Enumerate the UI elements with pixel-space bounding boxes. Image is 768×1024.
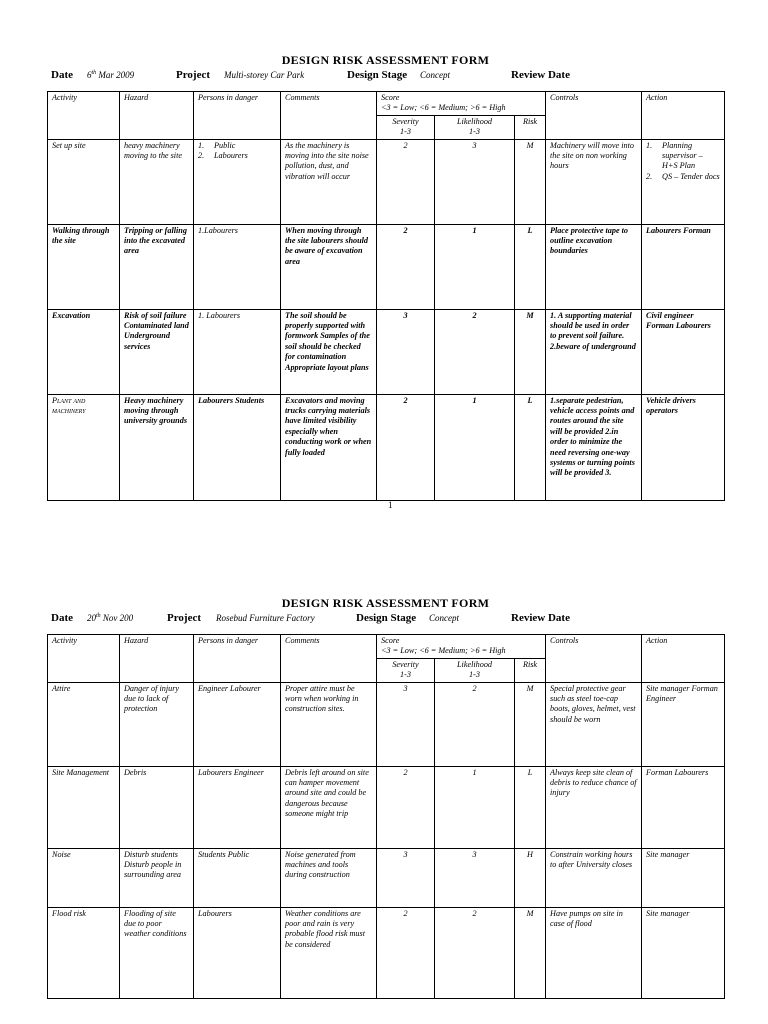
cell-likelihood: 3 — [435, 848, 515, 907]
cell-controls: Machinery will move into the site on non working hours — [546, 139, 642, 224]
header-activity: Activity — [48, 92, 120, 140]
cell-comments: Proper attire must be worn when working in construction sites. — [281, 682, 377, 766]
cell-hazard: Tripping or falling into the excavated area — [120, 224, 194, 309]
cell-severity: 2 — [377, 139, 435, 224]
cell-activity: Excavation — [48, 309, 120, 394]
cell-risk: M — [515, 139, 546, 224]
cell-comments: As the machinery is moving into the site noise pollution, dust, and vibration will occur — [281, 139, 377, 224]
score-legend: <3 = Low; <6 = Medium; >6 = High — [381, 646, 506, 656]
header-action: Action — [642, 92, 725, 140]
cell-risk: M — [515, 309, 546, 394]
cell-activity: Site Management — [48, 766, 120, 848]
header-comments: Comments — [281, 92, 377, 140]
review-date-label: Review Date — [511, 612, 570, 624]
cell-risk: L — [515, 224, 546, 309]
header-score: Score <3 = Low; <6 = Medium; >6 = High — [377, 92, 546, 116]
cell-controls: 1.separate pedestrian, vehicle access points and routes around the site will be provided 2.in order to minimize the need reversing one-way systems or turning points will be provided 3. — [546, 394, 642, 500]
cell-controls: 1. A supporting material should be used in order to prevent soil failure. 2.beware of underground — [546, 309, 642, 394]
header-activity: Activity — [48, 635, 120, 683]
cell-comments: Debris left around on site can hamper movement around site and could be dangerous because someone might trip — [281, 766, 377, 848]
header-risk: Risk — [515, 658, 546, 682]
cell-hazard: heavy machinery moving to the site — [120, 139, 194, 224]
risk-form-2 — [47, 596, 724, 999]
header-risk: Risk — [515, 115, 546, 139]
cell-activity: Flood risk — [48, 907, 120, 998]
cell-activity: Attire — [48, 682, 120, 766]
header-severity: Severity 1-3 — [377, 658, 435, 682]
cell-likelihood: 1 — [435, 394, 515, 500]
cell-activity: Walking through the site — [48, 224, 120, 309]
cell-persons: Engineer Labourer — [194, 682, 281, 766]
risk-form-1 — [47, 53, 724, 501]
cell-comments: Weather conditions are poor and rain is very probable flood risk must be considered — [281, 907, 377, 998]
cell-action: Labourers Forman — [642, 224, 725, 309]
score-legend: <3 = Low; <6 = Medium; >6 = High — [381, 103, 506, 113]
cell-likelihood: 3 — [435, 139, 515, 224]
cell-hazard: Flooding of site due to poor weather conditions — [120, 907, 194, 998]
date-value: 20th Nov 200 — [87, 613, 134, 623]
form-meta — [47, 612, 724, 628]
cell-persons: 1. Public 2. Labourers — [194, 139, 281, 224]
cell-likelihood: 2 — [435, 682, 515, 766]
cell-severity: 3 — [377, 848, 435, 907]
project-label: Project — [176, 69, 210, 81]
cell-action: Civil engineer Forman Labourers — [642, 309, 725, 394]
cell-activity: Noise — [48, 848, 120, 907]
header-likelihood: Likelihood 1-3 — [435, 115, 515, 139]
cell-severity: 3 — [377, 309, 435, 394]
cell-likelihood: 2 — [435, 907, 515, 998]
date-label: Date — [51, 612, 73, 624]
design-stage-label: Design Stage — [356, 612, 417, 624]
cell-likelihood: 1 — [435, 224, 515, 309]
header-severity: Severity 1-3 — [377, 115, 435, 139]
cell-hazard: Danger of injury due to lack of protection — [120, 682, 194, 766]
cell-likelihood: 2 — [435, 309, 515, 394]
header-score: Score <3 = Low; <6 = Medium; >6 = High — [377, 635, 546, 659]
cell-hazard: Heavy machinery moving through university grounds — [120, 394, 194, 500]
project-label: Project — [167, 612, 201, 624]
cell-severity: 2 — [377, 766, 435, 848]
design-stage-value: Concept — [420, 70, 450, 80]
cell-action: Site manager Forman Engineer — [642, 682, 725, 766]
cell-risk: H — [515, 848, 546, 907]
cell-action: Site manager — [642, 907, 725, 998]
header-hazard: Hazard — [120, 92, 194, 140]
cell-hazard: Risk of soil failure Contaminated land Underground services — [120, 309, 194, 394]
page-number: 1 — [388, 500, 393, 510]
cell-severity: 2 — [377, 907, 435, 998]
cell-persons: Labourers Students — [194, 394, 281, 500]
cell-comments: Excavators and moving trucks carrying materials have limited visibility especially when conducting work or when fully loaded — [281, 394, 377, 500]
cell-hazard: Disturb students Disturb people in surrounding area — [120, 848, 194, 907]
design-stage-value: Concept — [429, 613, 459, 623]
project-value: Rosebud Furniture Factory — [216, 613, 315, 623]
cell-hazard: Debris — [120, 766, 194, 848]
cell-risk: L — [515, 394, 546, 500]
cell-persons: Labourers — [194, 907, 281, 998]
cell-risk: M — [515, 682, 546, 766]
risk-table — [47, 634, 725, 999]
cell-controls: Have pumps on site in case of flood — [546, 907, 642, 998]
header-controls: Controls — [546, 635, 642, 683]
cell-comments: Noise generated from machines and tools during construction — [281, 848, 377, 907]
date-value: 6th Mar 2009 — [87, 70, 135, 80]
date-label: Date — [51, 69, 73, 81]
cell-action: 1. Planning supervisor – H+S Plan 2. QS – Tender docs — [642, 139, 725, 224]
cell-comments: The soil should be properly supported with formwork Samples of the soil should be checked for contamination Appropriate layout plans — [281, 309, 377, 394]
cell-severity: 2 — [377, 224, 435, 309]
header-persons: Persons in danger — [194, 92, 281, 140]
header-likelihood: Likelihood 1-3 — [435, 658, 515, 682]
cell-activity: Set up site — [48, 139, 120, 224]
header-persons: Persons in danger — [194, 635, 281, 683]
header-action: Action — [642, 635, 725, 683]
cell-persons: Students Public — [194, 848, 281, 907]
cell-action: Forman Labourers — [642, 766, 725, 848]
cell-severity: 2 — [377, 394, 435, 500]
review-date-label: Review Date — [511, 69, 570, 81]
form-meta — [47, 69, 724, 85]
cell-severity: 3 — [377, 682, 435, 766]
cell-persons: 1.Labourers — [194, 224, 281, 309]
cell-comments: When moving through the site labourers should be aware of excavation area — [281, 224, 377, 309]
cell-controls: Special protective gear such as steel toe-cap boots, gloves, helmet, vest should be worn — [546, 682, 642, 766]
form-title: DESIGN RISK ASSESSMENT FORM — [281, 596, 490, 610]
header-hazard: Hazard — [120, 635, 194, 683]
risk-table — [47, 91, 725, 501]
project-value: Multi-storey Car Park — [224, 70, 305, 80]
cell-persons: 1. Labourers — [194, 309, 281, 394]
header-controls: Controls — [546, 92, 642, 140]
cell-activity: Plant and machinery — [48, 394, 120, 500]
cell-risk: M — [515, 907, 546, 998]
cell-risk: L — [515, 766, 546, 848]
cell-likelihood: 1 — [435, 766, 515, 848]
cell-controls: Place protective tape to outline excavation boundaries — [546, 224, 642, 309]
cell-controls: Always keep site clean of debris to reduce chance of injury — [546, 766, 642, 848]
cell-controls: Constrain working hours to after University closes — [546, 848, 642, 907]
design-stage-label: Design Stage — [347, 69, 408, 81]
cell-persons: Labourers Engineer — [194, 766, 281, 848]
cell-action: Site manager — [642, 848, 725, 907]
header-comments: Comments — [281, 635, 377, 683]
cell-action: Vehicle drivers operators — [642, 394, 725, 500]
form-title: DESIGN RISK ASSESSMENT FORM — [281, 53, 490, 67]
